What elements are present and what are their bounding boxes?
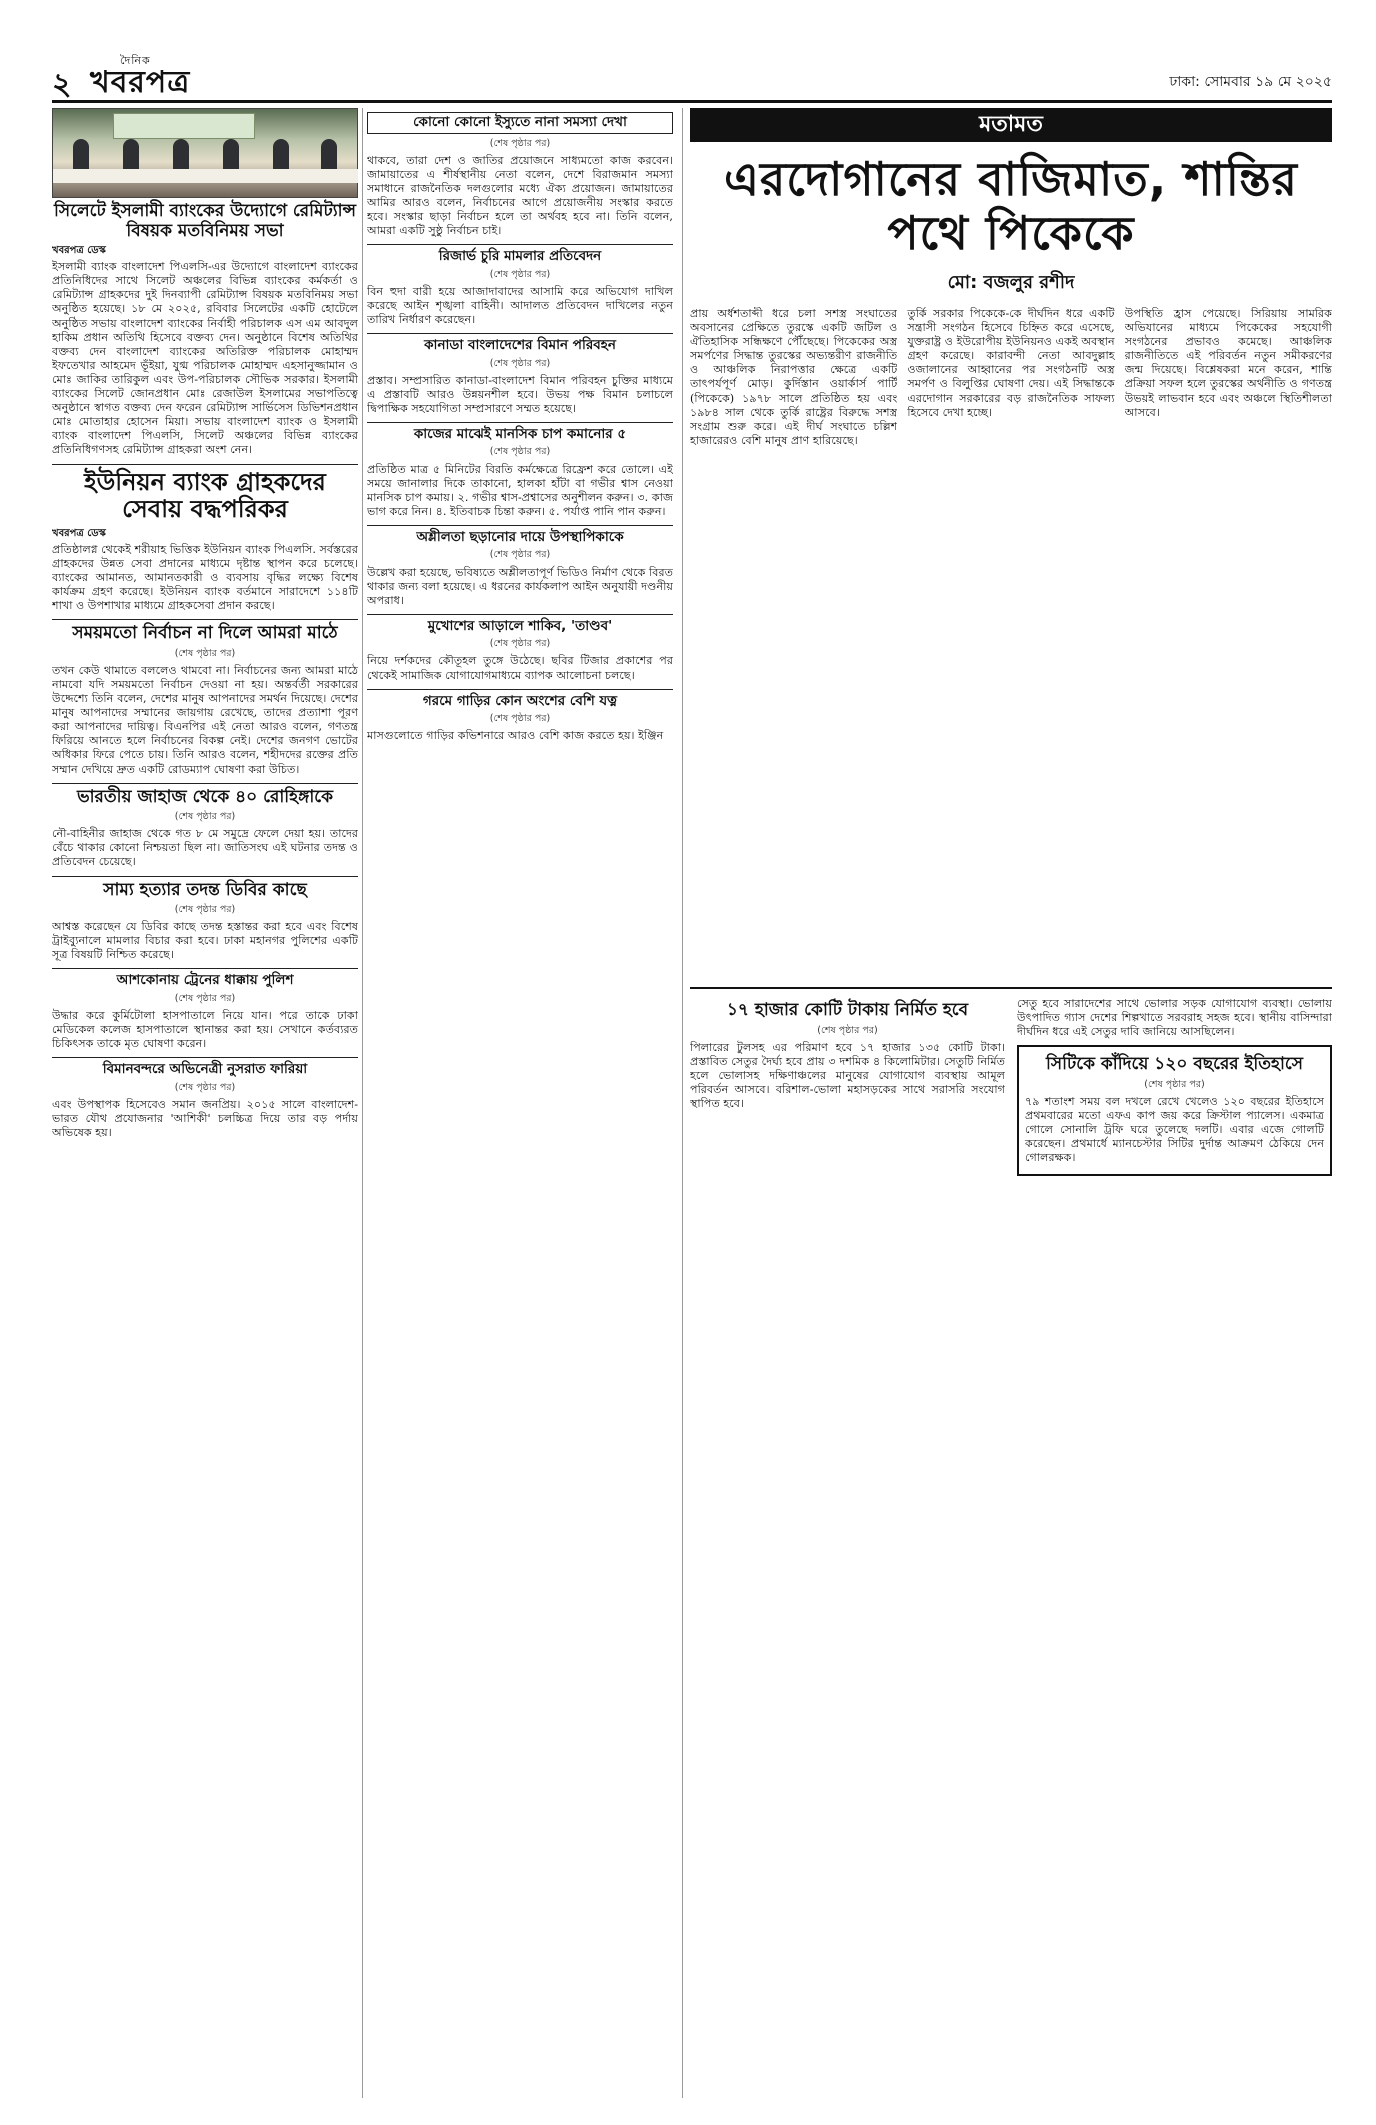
byline: খবরপত্র ডেস্ক <box>52 527 106 539</box>
divider <box>52 619 358 620</box>
headline: বিমানবন্দরে অভিনেত্রী নুসরাত ফারিয়া <box>102 1061 308 1078</box>
masthead <box>52 54 1332 103</box>
photo-person <box>321 139 337 173</box>
continued-label: (শেষ পৃষ্ঠার পর) <box>489 549 551 561</box>
headline: ইউনিয়ন ব্যাংক গ্রাহকদের সেবায় বদ্ধপরিকর <box>84 467 326 524</box>
opinion-column: উপস্থিতি হ্রাস পেয়েছে। সিরিয়ায় সামরিক অভিযানের মাধ্যমে পিকেকের সহযোগী সংগঠনের প্রভাবও কমেছে। আঞ্চলিক রাজনীতিতে এই পরিবর্তন নতুন সমীকরণের জন্ম দিয়েছে। বিশ্লেষকরা মনে করেন, শান্তি প্রক্রিয়া সফল হলে তুরস্কের অর্থনীতি ও গণতন্ত্র উভয়ই লাভবান হবে এবং অঞ্চলে স্থিতিশীলতা আসবে। <box>1124 307 1332 419</box>
headline: ভারতীয় জাহাজ থেকে ৪০ রোহিঙ্গাকে <box>76 786 334 807</box>
divider <box>367 689 673 690</box>
continued-label: (শেষ পৃষ্ঠার পর) <box>174 993 236 1004</box>
lower-section <box>690 997 1332 2017</box>
continued-label: (শেষ পৃষ্ঠার পর) <box>489 713 551 725</box>
article-body: তখন কেউ থামাতে বললেও থামবো না। নির্বাচনের জন্য আমরা মাঠে নামবো যদি সময়মতো নির্বাচন দেওয়া না হয়। অন্তর্বর্তী সরকারের উদ্দেশ্যে তিনি বলেন, দেশের মানুষ আপনাদের সমর্থন দিয়েছে। দেশের মানুষ আপনাদের সম্মানের জায়গায় রেখেছে, তাদের প্রত্যাশা পূরণ করা আপনাদের দায়িত্ব। বিএনপির এই নেতা আরও বলেন, গণতন্ত্র ফিরিয়ে আনতে হলে নির্বাচনের বিকল্প নেই। দেশের জনগণ ভোটের অধিকার ফিরে পেতে চায়। তিনি আরও বলেন, শহীদদের রক্তের প্রতি সম্মান দেখিয়ে দ্রুত একটি রোডম্যাপ ঘোষণা করা উচিত। <box>52 663 358 776</box>
dateline: ঢাকা: সোমবার ১৯ মে ২০২৫ <box>1169 74 1332 90</box>
opinion-columns <box>690 307 1332 989</box>
divider <box>367 614 673 615</box>
headline: কাজের মাঝেই মানসিক চাপ কমানোর ৫ <box>413 425 627 442</box>
divider <box>52 1057 358 1058</box>
article-body: নিয়ে দর্শকদের কৌতূহল তুঙ্গে উঠেছে। ছবির টিজার প্রকাশের পর থেকেই সামাজিক যোগাযোগমাধ্যমে ব্যাপক আলোচনা চলছে। <box>367 654 673 682</box>
column-2 <box>367 108 673 2098</box>
photo-person <box>123 139 139 173</box>
brand-logo <box>90 54 191 109</box>
headline: আশকোনায় ট্রেনের ধাক্কায় পুলিশ <box>116 972 294 989</box>
continued-label: (শেষ পৃষ্ঠার পর) <box>174 811 236 823</box>
opinion-column: প্রায় অর্ধশতাব্দী ধরে চলা সশস্ত্র সংঘাতের অবসানের প্রেক্ষিতে তুরস্কে একটি জটিল ও ঐতিহাসিক সন্ধিক্ষণে পৌঁছেছে। পিকেকের অস্ত্র সমর্পণের সিদ্ধান্ত তুরস্কের অভ্যন্তরীণ রাজনীতি ও আঞ্চলিক নিরাপত্তার ক্ষেত্রে একটি তাৎপর্যপূর্ণ মোড়। কুর্দিস্তান ওয়ার্কার্স পার্টি (পিকেকে) ১৯৭৮ সালে প্রতিষ্ঠিত হয় এবং ১৯৮৪ সাল থেকে তুর্কি রাষ্ট্রের বিরুদ্ধে সশস্ত্র সংগ্রাম শুরু করে। এই দীর্ঘ সংঘাতে চল্লিশ হাজারেরও বেশি মানুষ প্রাণ হারিয়েছে। <box>690 307 898 447</box>
divider <box>52 968 358 969</box>
article-body: প্রতিষ্ঠালগ্ন থেকেই শরীয়াহ ভিত্তিক ইউনিয়ন ব্যাংক পিএলসি. সর্বস্তরের গ্রাহকদের উন্নত সেবা প্রদানের মাধ্যমে দৃষ্টান্ত স্থাপন করে চলেছে। ব্যাংকের আমানত, আমানতকারী ও ব্যবসায় বৃদ্ধির লক্ষ্যে বিশেষ কার্যক্রম গ্রহণ করেছে। ইউনিয়ন ব্যাংক বর্তমানে সারাদেশে ১১৪টি শাখা ও উপশাখার মাধ্যমে গ্রাহকসেবা প্রদান করছে। <box>52 542 358 613</box>
article-body: প্রতিষ্ঠিত মাত্র ৫ মিনিটের বিরতি কর্মক্ষেত্রে রিফ্রেশ করে তোলে। এই সময়ে জানালার দিকে তাকানো, হালকা হাঁটা বা গভীর শ্বাস নেওয়া মানসিক চাপ কমায়। ২. গভীর শ্বাস-প্রশ্বাসের অনুশীলন করুন। ৩. কাজ ভাগ করে নিন। ৪. ইতিবাচক চিন্তা করুন। ৫. পর্যাপ্ত পানি পান করুন। <box>367 462 673 518</box>
article-body: বিন হুদা বারী হয়ে আজাদাবাদের আসামি করে অভিযোগ দাখিল করেছে আইন শৃঙ্খলা বাহিনী। আদালত প্রতিবেদন দাখিলের নতুন তারিখ নির্ধারণ করেছেন। <box>367 284 673 326</box>
photo-table <box>53 169 358 183</box>
brand-prefix: দৈনিক <box>120 54 151 67</box>
article-body: মাসগুলোতে গাড়ির কভিশনারে আরও বেশি কাজ করতে হয়। ইঞ্জিন <box>367 729 664 743</box>
photo-person <box>173 139 189 173</box>
opinion-section <box>690 108 1332 2098</box>
photo-person <box>273 139 289 173</box>
headline: কানাডা বাংলাদেশের বিমান পরিবহন <box>424 337 616 354</box>
lower-right-column <box>1017 997 1332 2017</box>
headline: সময়মতো নির্বাচন না দিলে আমরা মাঠে <box>72 623 338 644</box>
divider <box>367 333 673 334</box>
continued-label: (শেষ পৃষ্ঠার পর) <box>817 1024 878 1036</box>
column-1 <box>52 108 358 2098</box>
opinion-title: এরদোগানের বাজিমাত, শান্তির পথে পিকেকে <box>724 152 1298 260</box>
column-rule <box>362 108 363 2098</box>
continued-label: (শেষ পৃষ্ঠার পর) <box>174 1081 236 1093</box>
article-body: পিলারের টুলসহ এর পরিমাণ হবে ১৭ হাজার ১৩৫ কোটি টাকা। প্রস্তাবিত সেতুর দৈর্ঘ্য হবে প্রায় ৩ দশমিক ৪ কিলোমিটার। সেতুটি নির্মিত হলে ভোলাসহ দক্ষিণাঞ্চলের মানুষের যোগাযোগ ব্যবস্থায় আমূল পরিবর্তন আসবে। বরিশাল-ভোলা মহাসড়কের সাথে সরাসরি সংযোগ স্থাপিত হবে। <box>690 1040 1005 1111</box>
divider <box>367 525 673 526</box>
article-body: নৌ-বাহিনীর জাহাজ থেকে গত ৮ মে সমুদ্রে ফেলে দেয়া হয়। তাদের বেঁচে থাকার কোনো নিশ্চয়তা ছিল না। জাতিসংঘ এই ঘটনার তদন্ত ও প্রতিবেদন চেয়েছে। <box>52 827 358 869</box>
continued-label: (শেষ পৃষ্ঠার পর) <box>489 446 551 458</box>
photo-person <box>223 139 239 173</box>
headline: মুখোশের আড়ালে শাকিব, 'তাণ্ডব' <box>427 617 613 634</box>
divider <box>52 876 358 877</box>
continued-label: (শেষ পৃষ্ঠার পর) <box>489 137 551 149</box>
news-photo <box>52 108 358 198</box>
article-body: ইসলামী ব্যাংক বাংলাদেশ পিএলসি-এর উদ্যোগে বাংলাদেশ ব্যাংকের প্রতিনিধিদের সাথে সিলেট অঞ্চলের বিভিন্ন ব্যাংকের কর্মকর্তা ও রেমিট্যান্স গ্রাহকদের দুই দিনব্যাপী রেমিট্যান্স বিষয়ক মতবিনিময় সভা অনুষ্ঠিত হয়েছে। ১৮ মে ২০২৫, রবিবার সিলেটের একটি হোটেলে অনুষ্ঠিত সভায় বাংলাদেশ ব্যাংকের নির্বাহী পরিচালক এস এম আবদুল হাকিম প্রধান অতিথি হিসেবে বক্তব্য দেন। অনুষ্ঠানে বিশেষ অতিথির বক্তব্য দেন বাংলাদেশ ব্যাংকের অতিরিক্ত পরিচালক মোহাম্মদ ইফতেখার আহমেদ ভূঁইয়া, যুগ্ম পরিচালক মোহাম্মদ এহসানুজ্জামান ও মোঃ জাকির তারিকুল এবং উপ-পরিচালক সৌভিক সরকার। ইসলামী ব্যাংকের সিলেট জোনপ্রধান মোঃ রেজাউল ইসলামের সভাপতিত্বে অনুষ্ঠানে স্বাগত বক্তব্য দেন ফরেন রেমিট্যান্স সার্ভিসেস ডিভিশনপ্রধান মোঃ মোতাহার হোসেন মিয়া। সভায় বাংলাদেশ ব্যাংক ও ইসলামী ব্যাংক বাংলাদেশ পিএলসি, সিলেট অঞ্চলের বিভিন্ন ব্যাংকের প্রতিনিধিগণসহ রেমিট্যান্স গ্রাহকরা অংশ নেন। <box>52 260 358 457</box>
headline: সাম্য হত্যার তদন্ত ডিবির কাছে <box>103 879 307 900</box>
article-body: প্রস্তাব। সম্প্রসারিত কানাডা-বাংলাদেশ বিমান পরিবহন চুক্তির মাধ্যমে এ প্রস্তাবটি আরও উন্নয়নশীল হবে। উভয় পক্ষ বিমান চলাচলে দ্বিপাক্ষিক সহযোগিতা সম্প্রসারণে সম্মত হয়েছে। <box>367 373 673 415</box>
continued-label: (শেষ পৃষ্ঠার পর) <box>489 638 551 650</box>
continued-label: (শেষ পৃষ্ঠার পর) <box>174 904 236 916</box>
lower-left-column <box>690 997 1005 2017</box>
page-number: ২ <box>52 67 72 102</box>
headline: কোনো কোনো ইস্যুতে নানা সমস্যা দেখা <box>367 112 673 134</box>
headline: সিটিকে কাঁদিয়ে ১২০ বছরের ইতিহাসে <box>1046 1054 1303 1075</box>
divider <box>367 244 673 245</box>
article-body: সেতু হবে সারাদেশের সাথে ভোলার সড়ক যোগাযোগ ব্যবস্থা। ভোলায় উৎপাদিত গ্যাস দেশের শিল্পখাতে সরবরাহ সহজ হবে। স্থানীয় বাসিন্দারা দীর্ঘদিন ধরে এই সেতুর দাবি জানিয়ে আসছিলেন। <box>1017 997 1332 1039</box>
article-body: এবং উপস্থাপক হিসেবেও সমান জনপ্রিয়। ২০১৫ সালে বাংলাদেশ-ভারত যৌথ প্রযোজনার 'আশিকী' চলচ্চিত্র দিয়ে তার বড় পর্দায় অভিষেক হয়। <box>52 1097 358 1140</box>
headline: ১৭ হাজার কোটি টাকায় নির্মিত হবে <box>726 1000 969 1020</box>
divider <box>52 783 358 784</box>
section-label: মতামত <box>690 108 1332 142</box>
article-body: থাকবে, তারা দেশ ও জাতির প্রয়োজনে সাধ্যমতো কাজ করবেন। জামায়াতের এ শীর্ষস্থানীয় নেতা বলেন, দেশে বিরাজমান সমস্যা সমাধানে রাজনৈতিক দলগুলোর মধ্যে ঐক্য প্রয়োজন। জামায়াতের আমির আরও বলেন, নির্বাচনের আগে প্রয়োজনীয় সংস্কার করতে হবে। সংস্কার ছাড়া নির্বাচন হলে তা অর্থবহ হবে না। তিনি বলেন, আমরা একটি সুষ্ঠু নির্বাচন চাই। <box>367 153 673 238</box>
headline: গরমে গাড়ির কোন অংশের বেশি যত্ন <box>422 692 618 709</box>
article-body: আশ্বস্ত করেছেন যে ডিবির কাছে তদন্ত হস্তান্তর করা হবে এবং বিশেষ ট্রাইব্যুনালে মামলার বিচার করা হবে। ঢাকা মহানগর পুলিশের একটি সূত্র বিষয়টি নিশ্চিত করেছে। <box>52 920 358 962</box>
boxed-story <box>1017 1045 1332 1176</box>
continued-label: (শেষ পৃষ্ঠার পর) <box>174 647 236 659</box>
headline: অশ্লীলতা ছড়ানোর দায়ে উপস্থাপিকাকে <box>416 528 624 545</box>
photo-banner <box>113 113 255 139</box>
article-body: উদ্ধার করে কুর্মিটোলা হাসপাতালে নিয়ে যান। পরে তাকে ঢাকা মেডিকেল কলেজ হাসপাতালে স্থানান্তর করা হয়। সেখানে কর্তব্যরত চিকিৎসক তাকে মৃত ঘোষণা করেন। <box>52 1009 358 1051</box>
continued-label: (শেষ পৃষ্ঠার পর) <box>489 357 551 369</box>
continued-label: (শেষ পৃষ্ঠার পর) <box>1144 1078 1205 1090</box>
byline: খবরপত্র ডেস্ক <box>52 245 106 257</box>
opinion-author: মো: বজলুর রশীদ <box>947 272 1075 293</box>
divider <box>52 464 358 465</box>
article-body: উল্লেখ করা হয়েছে, ভবিষ্যতে অশ্লীলতাপূর্ণ ভিডিও নির্মাণ থেকে বিরত থাকার জন্য বলা হয়েছে। এ ধরনের কার্যকলাপ আইন অনুযায়ী দণ্ডনীয় অপরাধ। <box>367 565 673 607</box>
continued-label: (শেষ পৃষ্ঠার পর) <box>489 268 551 280</box>
opinion-column: তুর্কি সরকার পিকেকে-কে দীর্ঘদিন ধরে একটি সন্ত্রাসী সংগঠন হিসেবে চিহ্নিত করে এসেছে, যুক্তরাষ্ট্র ও ইউরোপীয় ইউনিয়নও একই অবস্থান গ্রহণ করেছে। কারাবন্দী নেতা আবদুল্লাহ ওজালানের আহ্বানের পর সংগঠনটি অস্ত্র সমর্পণ ও বিলুপ্তির ঘোষণা দেয়। এই সিদ্ধান্তকে এরদোগান সরকারের বড় রাজনৈতিক সাফল্য হিসেবে দেখা হচ্ছে। <box>907 307 1115 419</box>
article-body: ৭৯ শতাংশ সময় বল দখলে রেখে খেলেও ১২০ বছরের ইতিহাসে প্রথমবারের মতো এফএ কাপ জয় করে ক্রিস্টাল প্যালেস। একমাত্র গোলে সোনালি ট্রফি ঘরে তুলেছে দলটি। এবার এজে গোলটি করেছেন। প্রথমার্ধে ম্যানচেস্টার সিটির দুর্দান্ত আক্রমণ ঠেকিয়ে দেন গোলরক্ষক। <box>1025 1094 1324 1165</box>
brand-name: খবরপত্র <box>90 65 191 100</box>
headline: রিজার্ভ চুরি মামলার প্রতিবেদন <box>438 248 602 265</box>
divider <box>367 422 673 423</box>
photo-person <box>73 139 89 173</box>
headline: সিলেটে ইসলামী ব্যাংকের উদ্যোগে রেমিট্যান্স বিষয়ক মতবিনিময় সভা <box>54 201 356 241</box>
column-rule <box>682 108 683 2098</box>
